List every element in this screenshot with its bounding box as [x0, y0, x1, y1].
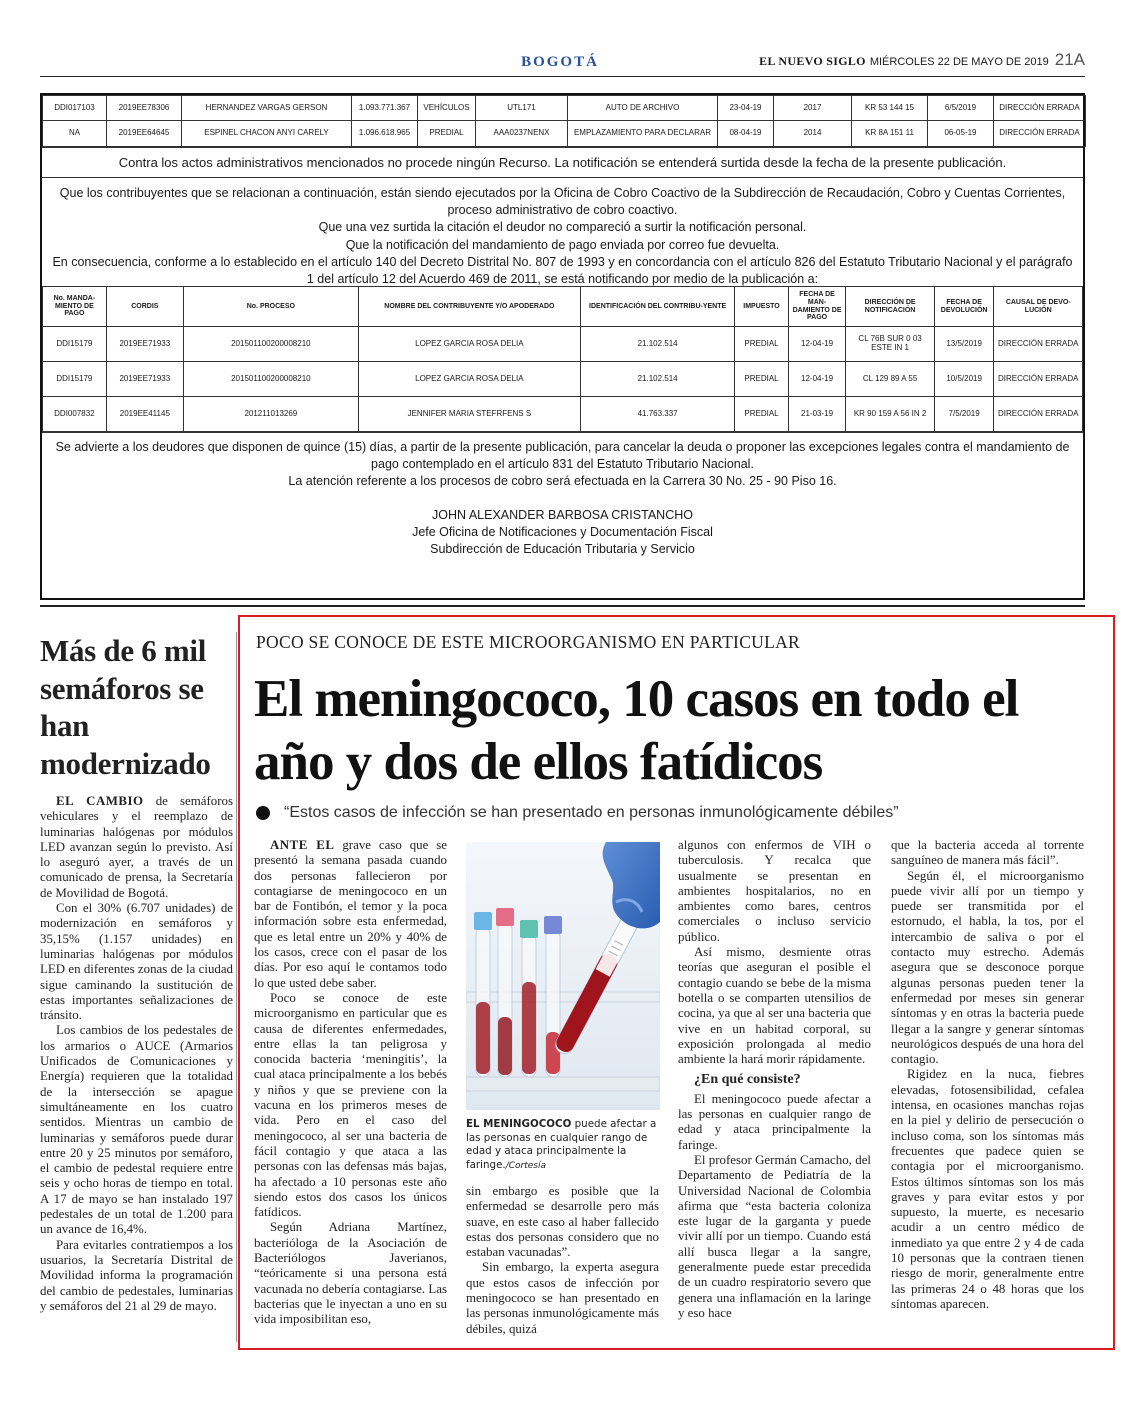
- test-tubes-illustration: [466, 842, 660, 1110]
- table-header-cell: NOMBRE DEL CONTRIBUYENTE Y/O APODERADO: [358, 287, 580, 327]
- legal-notice-box: [40, 93, 1085, 600]
- side-lead-words: EL CAMBIO: [56, 794, 144, 808]
- signature-office: Subdirección de Educación Tributaria y Servicio: [430, 541, 695, 556]
- notice-table-row: [43, 362, 1083, 397]
- article-paragraph: algunos con enfermos de VIH o tuberculosis. Y recalca que usualmente se presentan en ambientes hospitalarios, no en ambientes como bares, centros comerciales o incluso servicio público.: [678, 838, 871, 944]
- table-cell: 08-04-19: [718, 121, 774, 147]
- column-divider: [236, 632, 237, 1342]
- article-paragraph: que la bacteria acceda al torrente sanguíneo de manera más fácil”.: [891, 838, 1084, 868]
- table-header-cell: FECHA DE MAN-DAMIENTO DE PAGO: [788, 287, 846, 327]
- table-cell: DIRECCIÓN ERRADA: [994, 327, 1083, 362]
- table-header-cell: No. MANDA-MIENTO DE PAGO: [43, 287, 107, 327]
- article-lead-words: ANTE EL: [270, 838, 335, 852]
- notice-p1-line: Que los contribuyentes que se relacionan a continuación, están siendo ejecutados por la Oficina de Cobro Coactivo de la Subdirección de Recaudación, Cobro y Cuentas Corrientes, proceso administrativo de cobro coactivo.: [59, 186, 1066, 218]
- article-paragraph: Poco se conoce de este microorganismo en particular que es causa de diferentes enfermedades, entre ellas la tan peligrosa y conocida bacteria ‘meningitis’, la cual ataca principalmente a los bebés y niños y que se previene con la vacuna en los primeros meses de vida. Pero en el caso del meningococo, al ser una bacteria de fácil contagio y que ataca a las personas con las defensas más bajas, ha afectado a 10 personas este año siendo estos dos casos los únicos fatídicos.: [254, 990, 447, 1220]
- article-paragraph: Según él, el microorganismo puede vivir allí por un tiempo y puede ser transmitida por el estornudo, el habla, la tos, por el intercambio de saliva o por el contacto muy estrecho. Además asegura que se desconoce porque algunas personas pueden tener la enfermedad por meses sin generar síntomas y en otras la bacteria puede llegar a la sangre y generar síntomas neurológicos después de una hora del contagio.: [891, 868, 1084, 1067]
- table-cell: 6/5/2019: [928, 96, 994, 121]
- table-cell: DDI017103: [43, 96, 107, 121]
- table-cell: VEHÍCULOS: [418, 96, 476, 121]
- article-subhead: [256, 804, 1106, 822]
- table-cell: PREDIAL: [735, 327, 788, 362]
- table-header-cell: FECHA DE DEVOLUCIÓN: [934, 287, 994, 327]
- table-cell: PREDIAL: [735, 397, 788, 432]
- notice-p2-line: La atención referente a los procesos de cobro será efectuada en la Carrera 30 No. 25 - 90 Piso 16.: [288, 474, 837, 489]
- table-cell: 1.096.618.965: [352, 121, 418, 147]
- table-header-cell: IDENTIFICACIÓN DEL CONTRIBU-YENTE: [580, 287, 734, 327]
- table-cell: LOPEZ GARCIA ROSA DELIA: [358, 327, 580, 362]
- photo-credit: /Cortesía: [505, 1160, 546, 1171]
- table-cell: DIRECCIÓN ERRADA: [994, 96, 1086, 121]
- notice-signature: [48, 507, 1077, 558]
- side-paragraph: Con el 30% (6.707 unidades) de modernización en semáforos y 35,15% (1.157 unidades) en luminarias halógenas por módulos LED en diferentes zonas de la ciudad sigue caminando la sustitución de estas importantes señalizaciones de tránsito.: [40, 901, 233, 1023]
- table-cell: 2017: [774, 96, 852, 121]
- article-subtitle: ¿En qué consiste?: [694, 1072, 801, 1088]
- table-cell: 41.763.337: [580, 397, 734, 432]
- article-p1-text: grave caso que se presentó la semana pasada cuando dos personas fallecieron por contagiarse de meningococo en un bar de Fontibón, el temor y la poca información sobre esta enfermedad, que es letal entre un 20% y 40% de los casos, crece con el pasar de los días. Por eso aquí le contamos todo lo que usted debe saber.: [254, 838, 447, 990]
- table-cell: ESPINEL CHACON ANYI CARELY: [182, 121, 352, 147]
- side-article-body: [40, 794, 233, 1314]
- article-column-4: [891, 838, 1084, 1312]
- table-cell: 12-04-19: [788, 327, 846, 362]
- table-cell: AAA0237NENX: [476, 121, 568, 147]
- table-header-cell: CORDIS: [106, 287, 183, 327]
- issue-date: MIÉRCOLES 22 DE MAYO DE 2019: [869, 56, 1049, 68]
- article-column-2: [466, 1184, 659, 1337]
- table-cell: 06-05-19: [928, 121, 994, 147]
- table-cell: DDI15179: [43, 362, 107, 397]
- newspaper-name: EL NUEVO SIGLO: [759, 54, 866, 68]
- table-header-cell: No. PROCESO: [183, 287, 358, 327]
- table-cell: 21-03-19: [788, 397, 846, 432]
- table-cell: DIRECCIÓN ERRADA: [994, 121, 1086, 147]
- notice-paragraph-2: [42, 432, 1083, 560]
- table-cell: 201501100200008210: [183, 327, 358, 362]
- article-paragraph: [254, 838, 447, 991]
- notice-table-top: [42, 95, 1086, 147]
- article-paragraph: Sin embargo, la experta asegura que estos casos de infección por meningococo se han presentado en las personas inmunológicamente más débiles, quizá: [466, 1260, 659, 1336]
- table-cell: 201211013269: [183, 397, 358, 432]
- table-cell: NA: [43, 121, 107, 147]
- table-cell: CL 129 89 A 55: [846, 362, 934, 397]
- side-article-headline: Más de 6 mil semáforos se han modernizado: [40, 633, 211, 781]
- table-cell: 23-04-19: [718, 96, 774, 121]
- article-column-3: [678, 838, 871, 1321]
- side-paragraph: Para evitarles contratiempos a los usuarios, la Secretaría Distrital de Movilidad informa la programación del cambio de pedestales, luminarias y semáforos del 21 al 29 de mayo.: [40, 1237, 233, 1313]
- section-name: BOGOTÁ: [521, 54, 599, 70]
- article-paragraph: Rigidez en la nuca, fiebres elevadas, fotosensibilidad, cefalea intensa, en ocasiones manchas rojas en la piel y delirio de persecución o incluso coma, son los síntomas más frecuentes que padece quien se contagia por el microorganismo. Estos últimos síntomas son los más graves y para evitar estos y por supuesto, la muerte, es necesario acudir a un centro médico de inmediato ya que entre 2 y 4 de cada 10 personas que la contraen tienen riesgo de morir, generalmente entre las primeras 24 o 48 horas que los síntomas aparecen.: [891, 1067, 1084, 1311]
- bullet-icon: [256, 806, 270, 820]
- notice-table-row: [43, 397, 1083, 432]
- no-recourse-note: Contra los actos administrativos mencionados no procede ningún Recurso. La notificación se entenderá surtida desde la fecha de la presente publicación.: [42, 147, 1083, 178]
- notice-paragraph-1: [42, 178, 1083, 286]
- notice-p1-line: En consecuencia, conforme a lo establecido en el artículo 140 del Decreto Distrital No. 807 de 1993 y en concordancia con el artículo 826 del Estatuto Tributario Nacional y el parágrafo 1 del artículo 12 del Acuerdo 469 de 2011, se está notificando por medio de la publicación a:: [52, 254, 1073, 287]
- table-cell: 13/5/2019: [934, 327, 994, 362]
- article-column-1: [254, 838, 447, 1328]
- table-cell: 2019EE41145: [106, 397, 183, 432]
- table-cell: 2019EE78306: [107, 96, 182, 121]
- article-paragraph: sin embargo es posible que la enfermedad se desarrolle pero más suave, en este caso al haber fallecido estas dos personas considero que no estaban vacunadas”.: [466, 1184, 659, 1260]
- table-cell: 21.102.514: [580, 327, 734, 362]
- side-paragraph: [40, 794, 233, 901]
- table-header-cell: CAUSAL DE DEVO-LUCIÓN: [994, 287, 1083, 327]
- table-header-row: [43, 287, 1083, 327]
- article-paragraph: Así mismo, desmiente otras teorías que aseguran el posible el contagio cuando se bebe de la misma botella o se comparten utensilios de cocina, ya que al ser una bacteria que vive en un habitad corporal, su exposición prolongada al medio ambiente la hará morir rápidamente.: [678, 945, 871, 1067]
- table-cell: JENNIFER MARIA STEFRFENS S: [358, 397, 580, 432]
- table-cell: 2014: [774, 121, 852, 147]
- signature-name: JOHN ALEXANDER BARBOSA CRISTANCHO: [432, 507, 693, 522]
- table-cell: 2019EE64645: [107, 121, 182, 147]
- table-cell: 7/5/2019: [934, 397, 994, 432]
- header-rule: [40, 76, 1085, 77]
- table-cell: KR 53 144 15: [852, 96, 928, 121]
- table-cell: KR 90 159 A 56 IN 2: [846, 397, 934, 432]
- table-cell: 10/5/2019: [934, 362, 994, 397]
- table-cell: DDI15179: [43, 327, 107, 362]
- subhead-text: “Estos casos de infección se han presentado en personas inmunológicamente débiles”: [284, 804, 899, 821]
- test-tubes-photo: [466, 842, 660, 1110]
- article-paragraph: El profesor Germán Camacho, del Departamento de Pediatría de la Universidad Nacional de Colombia afirma que “esta bacteria coloniza este lugar de la garganta y puede vivir allí por un tiempo. Cuando está allí busca llegar a la sangre, generalmente puede estar precedida de un cuadro respiratorio severo que genera una inflamación en la laringe y eso hace: [678, 1152, 871, 1320]
- article-headline: El meningococo, 10 casos en todo el año y dos de ellos fatídicos: [254, 670, 1019, 791]
- article-paragraph: El meningococo puede afectar a las personas en cualquier rango de edad y ataca principalmente la faringe.: [678, 1091, 871, 1152]
- signature-title: Jefe Oficina de Notificaciones y Documentación Fiscal: [412, 524, 713, 539]
- side-paragraph: Los cambios de los pedestales de los armarios o AUCE (Armarios Unificados de Comunicaciones y Energía) requieren que la totalidad de la intersección se apague simultáneamente en los cuatro sentidos. Mientras un cambio de luminarias y semáforos puede durar entre 20 y 25 minutos por semáforo, el cambio de pedestal requiere entre seis y ocho horas de tiempo en total. A 17 de mayo se han instalado 197 pedestales de un total de 1.200 para un avance de 16,4%.: [40, 1023, 233, 1237]
- table-cell: 201501100200008210: [183, 362, 358, 397]
- table-cell: 2019EE71933: [106, 327, 183, 362]
- notice-bottom-rule: [40, 605, 1085, 607]
- side-p1-text: de semáforos vehiculares y el reemplazo de luminarias halógenas por módulos LED avanzan según lo previsto. Así lo aseguró ayer, a través de un comunicado de prensa, la Secretaría de Movilidad de Bogotá.: [40, 794, 233, 900]
- table-cell: EMPLAZAMIENTO PARA DECLARAR: [568, 121, 718, 147]
- article-paragraph: Según Adriana Martínez, bacterióloga de la Asociación de Bacteriólogos Javerianos, “teóricamente si una persona está vacunada no debería contagiarse. Las bacterias que le inyectan a uno en su vida imposibilitan eso,: [254, 1220, 447, 1327]
- notice-table-row: [43, 96, 1086, 121]
- table-cell: AUTO DE ARCHIVO: [568, 96, 718, 121]
- table-cell: CL 76B SUR 0 03 ESTE IN 1: [846, 327, 934, 362]
- notice-p1-line: Que la notificación del mandamiento de pago enviada por correo fue devuelta.: [345, 237, 780, 252]
- table-header-cell: DIRECCIÓN DE NOTIFICACIÓN: [846, 287, 934, 327]
- table-cell: 1.093.771.367: [352, 96, 418, 121]
- table-cell: KR 8A 151 11: [852, 121, 928, 147]
- table-cell: UTL171: [476, 96, 568, 121]
- notice-p1-line: Que una vez surtida la citación el deudor no compareció a surtir la notificación personal.: [318, 220, 807, 235]
- table-cell: 12-04-19: [788, 362, 846, 397]
- photo-caption: [466, 1118, 660, 1173]
- article-kicker: POCO SE CONOCE DE ESTE MICROORGANISMO EN PARTICULAR: [256, 632, 800, 652]
- table-cell: LOPEZ GARCIA ROSA DELIA: [358, 362, 580, 397]
- table-cell: HERNANDEZ VARGAS GERSON: [182, 96, 352, 121]
- caption-text: puede afectar a las personas en cualquier rango de edad y ataca principalmente la faringe.: [466, 1118, 657, 1171]
- table-cell: DDI007832: [43, 397, 107, 432]
- table-header-cell: IMPUESTO: [735, 287, 788, 327]
- table-cell: PREDIAL: [735, 362, 788, 397]
- side-article: [40, 632, 233, 1314]
- table-cell: DIRECCIÓN ERRADA: [994, 397, 1083, 432]
- notice-table-bottom: [42, 286, 1083, 432]
- table-cell: 2019EE71933: [106, 362, 183, 397]
- table-cell: 21.102.514: [580, 362, 734, 397]
- table-cell: DIRECCIÓN ERRADA: [994, 362, 1083, 397]
- notice-p2-line: Se advierte a los deudores que disponen de quince (15) días, a partir de la presente publicación, para cancelar la deuda o proponer las excepciones legales contra el mandamiento de pago contemplado en el artículo 831 del Estatuto Tributario Nacional.: [55, 440, 1070, 472]
- notice-table-row: [43, 121, 1086, 147]
- caption-lead: EL MENINGOCOCO: [466, 1118, 572, 1130]
- masthead: [759, 50, 1085, 70]
- page-number: 21A: [1054, 50, 1085, 69]
- table-cell: PREDIAL: [418, 121, 476, 147]
- notice-table-row: [43, 327, 1083, 362]
